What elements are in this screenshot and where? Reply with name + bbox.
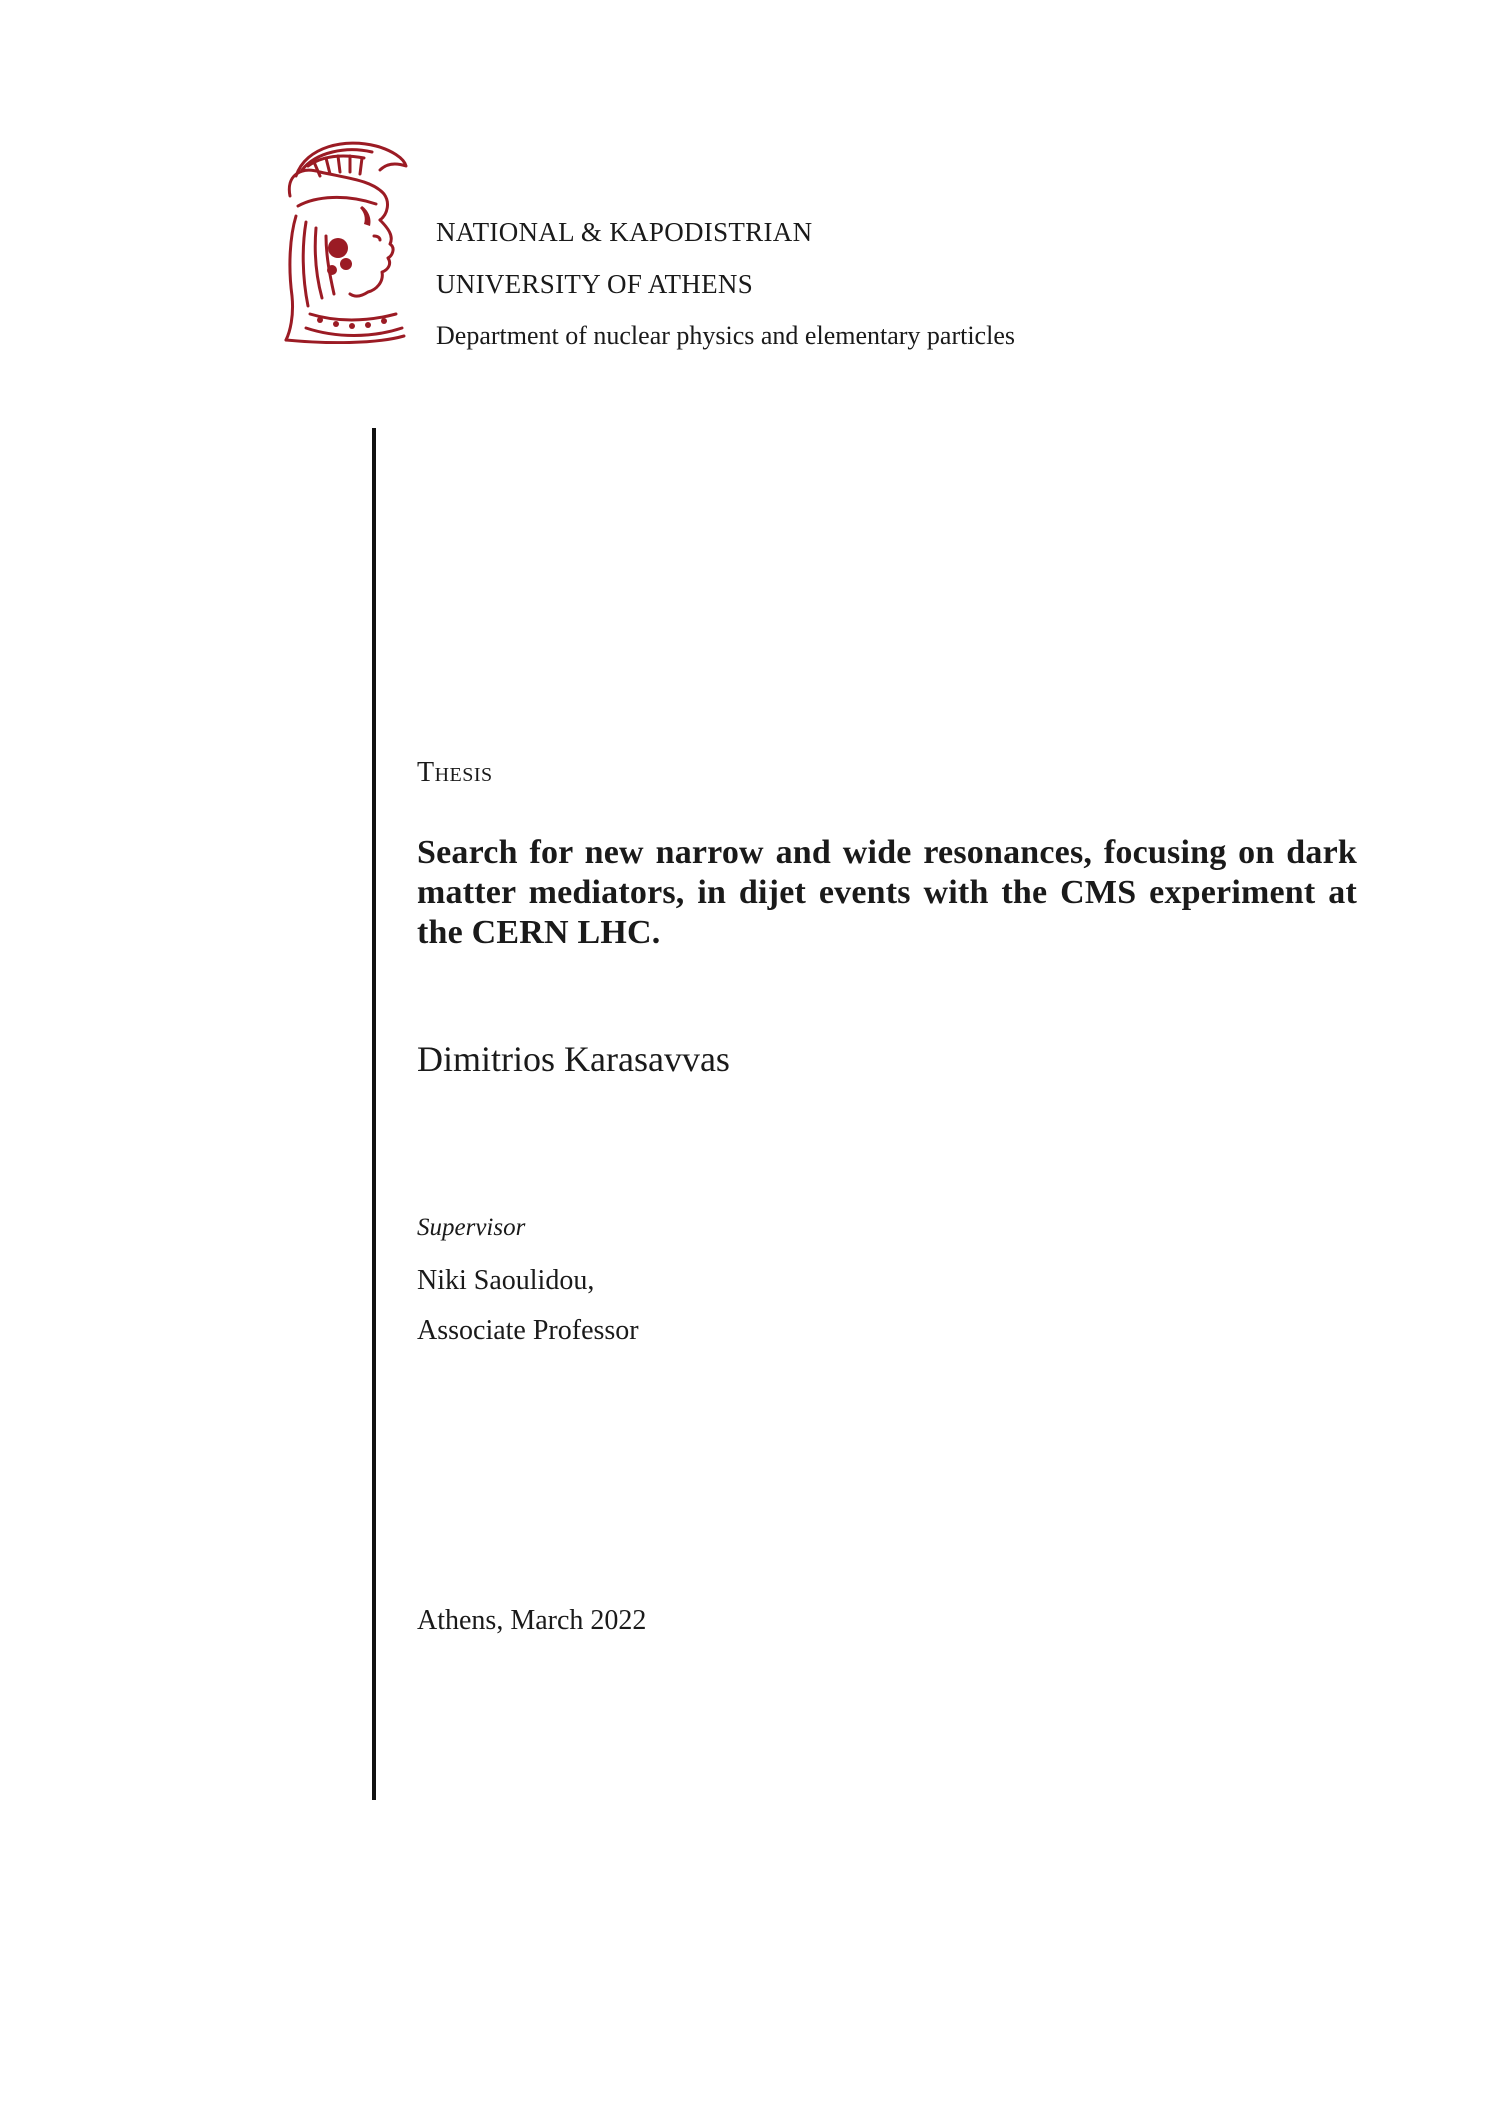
place-and-date: Athens, March 2022 — [417, 1605, 647, 1636]
supervisor-name: Niki Saoulidou, — [417, 1265, 595, 1296]
thesis-title: Search for new narrow and wide resonances, focusing on dark matter mediators, in dijet events with the CMS experiment at the CERN LHC. — [417, 834, 1357, 951]
athena-helmet-logo-icon — [276, 136, 408, 344]
institution-name-line2: UNIVERSITY OF ATHENS — [436, 269, 754, 299]
supervisor-role: Associate Professor — [417, 1315, 639, 1346]
institution-header — [436, 206, 1015, 362]
institution-name-line1: NATIONAL & KAPODISTRIAN — [436, 217, 813, 247]
author-name: Dimitrios Karasavvas — [417, 1039, 730, 1079]
department-name: Department of nuclear physics and elementary particles — [436, 321, 1015, 350]
document-type: Thesis — [417, 757, 493, 788]
supervisor-label: Supervisor — [417, 1214, 526, 1241]
vertical-divider — [372, 428, 376, 1800]
